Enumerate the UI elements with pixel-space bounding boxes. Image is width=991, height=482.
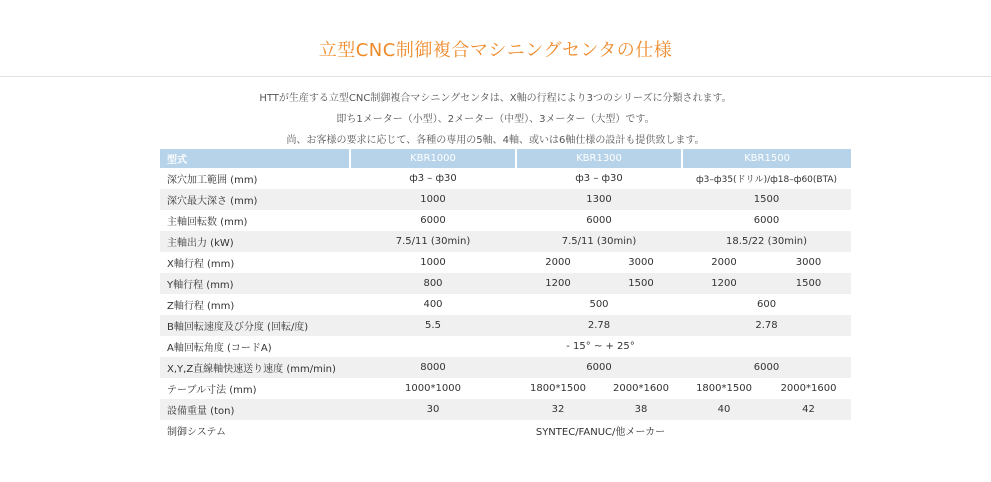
intro-line: 即ち1メーター（小型）、2メーター（中型）、3メーター（大型）です。 (336, 114, 655, 125)
cell: 1300 (586, 194, 612, 205)
cell: 1000 (420, 194, 446, 205)
row-label: 深穴加工範囲 (mm) (167, 175, 258, 186)
table-row (160, 336, 851, 357)
cell: 400 (423, 299, 443, 310)
cell: 6000 (586, 362, 612, 373)
header-model: 型式 (160, 149, 350, 168)
cell: 2000*1600 (613, 383, 669, 394)
cell: 500 (589, 299, 609, 310)
table-row (160, 399, 851, 420)
cell: 600 (756, 299, 777, 310)
cell: 7.5/11 (30min) (561, 236, 637, 247)
intro-line: 尚、お客様の要求に応じて、各種の専用の5軸、4軸、或いは6軸仕様の設計も提供致します。 (286, 135, 705, 146)
cell: ф3 – ф30 (575, 173, 623, 184)
table-row (160, 294, 851, 315)
cell: 1500 (628, 278, 654, 289)
cell: 40 (717, 404, 731, 415)
cell: 18.5/22 (30min) (726, 236, 807, 247)
cell: SYNTEC/FANUC/他メーカー (535, 427, 666, 438)
row-label: 設備重量 (ton) (167, 406, 235, 417)
cell: 1200 (545, 278, 571, 289)
cell: 30 (426, 404, 440, 415)
table-row (160, 210, 851, 231)
intro-line: HTTが生産する立型CNC制御複合マシニングセンタは、X軸の行程により3つのシリーズに分類されます。 (259, 93, 732, 104)
row-label: 主軸出力 (kW) (167, 238, 234, 249)
cell: 6000 (753, 215, 780, 226)
cell: 800 (423, 278, 443, 289)
table-row (160, 420, 851, 441)
row-label: 深穴最大深さ (mm) (167, 196, 258, 207)
cell: 8000 (420, 362, 446, 373)
table-row (160, 357, 851, 378)
row-label: Z軸行程 (mm) (167, 301, 235, 312)
row-label: 主軸回転数 (mm) (167, 217, 248, 228)
cell: 6000 (753, 362, 780, 373)
spec-table (160, 149, 851, 441)
cell: 6000 (420, 215, 446, 226)
table-row (160, 273, 851, 294)
table-row (160, 315, 851, 336)
row-label: Y軸行程 (mm) (167, 280, 234, 291)
cell: 3000 (795, 257, 822, 268)
page-title: 立型CNC制御複合マシニングセンタの仕様 (318, 40, 673, 61)
cell: 1500 (795, 278, 822, 289)
cell: ф3 – ф30 (409, 173, 457, 184)
cell: 2000 (711, 257, 737, 268)
table-row (160, 378, 851, 399)
cell: 1800*1500 (530, 383, 586, 394)
cell: 3000 (628, 257, 654, 268)
row-label: X軸行程 (mm) (167, 259, 235, 270)
cell: 38 (634, 404, 648, 415)
row-label: A軸回転角度 (コードA) (167, 343, 272, 354)
cell: 1000 (420, 257, 446, 268)
cell: 2.78 (587, 320, 611, 331)
table-row (160, 189, 851, 210)
cell: 1800*1500 (696, 383, 752, 394)
cell: ф3–ф35(ドリル)/ф18–ф60(BTA) (695, 175, 838, 185)
table-row (160, 168, 851, 189)
row-label: テーブル寸法 (mm) (167, 385, 257, 396)
table-header-row (160, 149, 851, 168)
header-kbr1300: KBR1300 (516, 149, 682, 168)
title-divider (0, 76, 991, 77)
row-label: 制御システム (167, 427, 226, 438)
cell: 5.5 (425, 320, 441, 331)
row-label: X,Y,Z直線軸快速送り速度 (mm/min) (167, 364, 336, 375)
cell: 42 (802, 404, 815, 415)
cell: 32 (551, 404, 565, 415)
cell: 6000 (586, 215, 612, 226)
cell: 2000*1600 (780, 383, 837, 394)
cell: 2.78 (755, 320, 778, 331)
header-kbr1000: KBR1000 (350, 149, 516, 168)
cell: 1500 (753, 194, 780, 205)
cell: 7.5/11 (30min) (395, 236, 471, 247)
table-row (160, 252, 851, 273)
header-kbr1500: KBR1500 (682, 149, 851, 168)
cell: - 15° ~ + 25° (566, 341, 635, 352)
intro-text (0, 88, 991, 151)
cell: 2000 (545, 257, 571, 268)
cell: 1200 (711, 278, 737, 289)
row-label: B軸回転速度及び分度 (回転/度) (167, 322, 309, 333)
table-row (160, 231, 851, 252)
cell: 1000*1000 (405, 383, 461, 394)
